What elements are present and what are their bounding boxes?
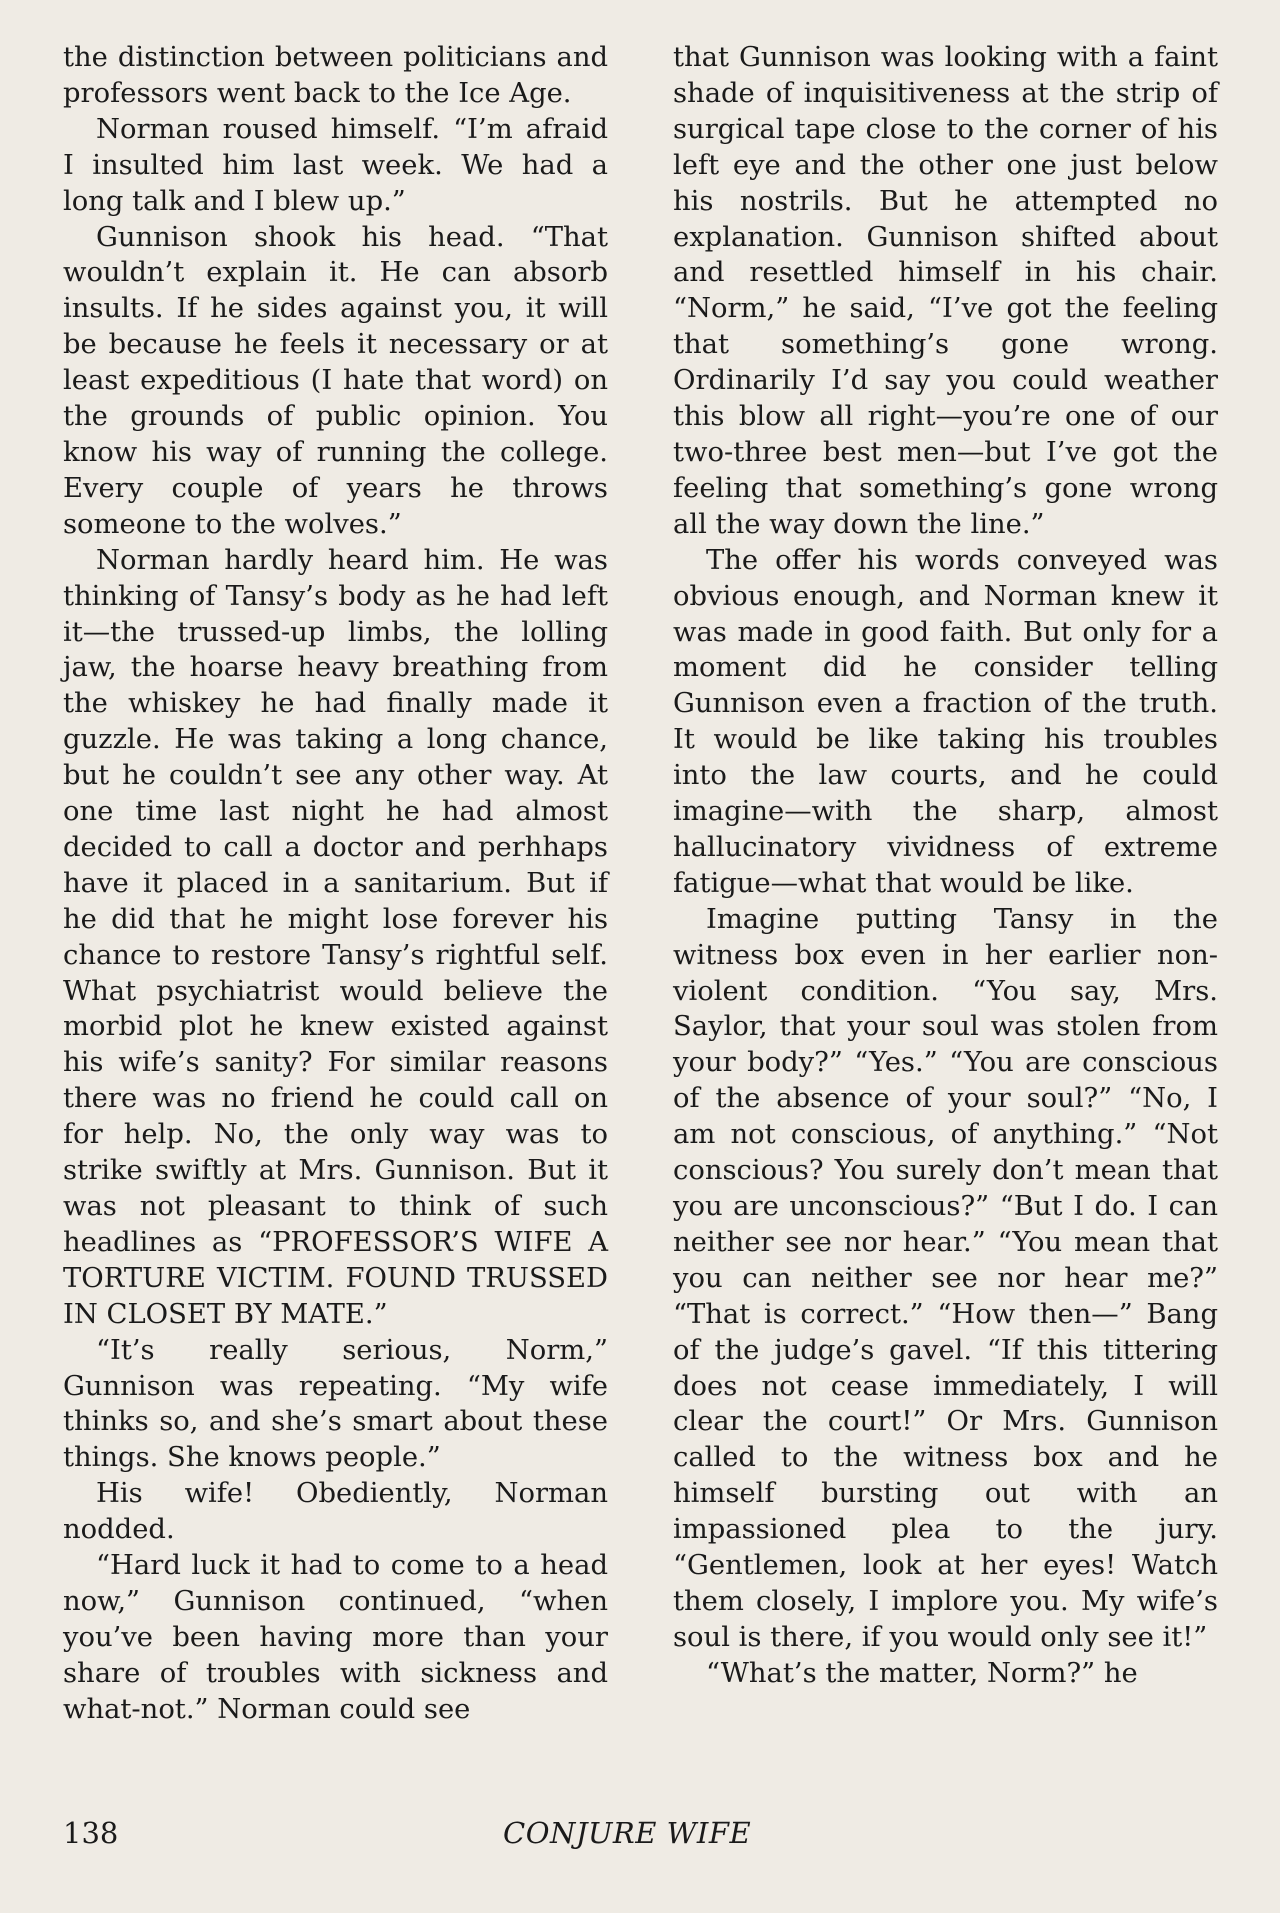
paragraph: “Hard luck it had to come to a head now,” Gunnison continued, “when you’ve been having more than your share of troubles with sickness and what-not.” Norman could see [63, 1550, 608, 1725]
paragraph: Norman hardly heard him. He was thinking of Tansy’s body as he had left it—the trussed-up limbs, the lolling jaw, the hoarse heavy breathing from the whiskey he had finally made it guzzle. He was taking a long chance, but he couldn’t see any other way. At one time last night he had almost decided to call a doctor and perhhaps have it placed in a sanitarium. But if he did that he might lose forever his chance to restore Tansy’s rightful self. What psychiatrist would believe the morbid plot he knew existed against his wife’s sanity? For similar reasons there was no friend he could call on for help. No, the only way was to strike swiftly at Mrs. Gunnison. But it was not pleasant to think of such headlines as “PROFESSOR’S WIFE A TORTURE VICTIM. FOUND TRUSSED IN CLOSET BY MATE.” [63, 544, 608, 1330]
paragraph: Gunnison shook his head. “That wouldn’t explain it. He can absorb insults. If he sides against you, it will be because he feels it necessary or at least expeditious (I hate that word) on the grounds of public opinion. You know his way of running the college. Every couple of years he throws someone to the wolves.” [63, 221, 608, 540]
paragraph: The offer his words conveyed was obvious enough, and Norman knew it was made in good faith. But only for a moment did he consider telling Gunnison even a fraction of the truth. It would be like taking his troubles into the law courts, and he could imagine—with the sharp, almost hallucinatory vividness of extreme fatigue—what that would be like. [673, 544, 1218, 899]
paragraph: that Gunnison was looking with a faint shade of inquisitiveness at the strip of surgical tape close to the corner of his left eye and the other one just below his nostrils. But he attempted no explanation. Gunnison shifted about and resettled himself in his chair. “Norm,” he said, “I’ve got the feeling that something’s gone wrong. Ordinarily I’d say you could weather this blow all right—you’re one of our two-three best men—but I’ve got the feeling that something’s gone wrong all the way down the line.” [673, 42, 1218, 540]
paragraph: Imagine putting Tansy in the witness box even in her earlier non-violent condition. “You say, Mrs. Saylor, that your soul was stolen from your body?” “Yes.” “You are conscious of the absence of your soul?” “No, I am not conscious, of anything.” “Not conscious? You surely don’t mean that you are unconscious?” “But I do. I can neither see nor hear.” “You mean that you can neither see nor hear me?” “That is correct.” “How then—” Bang of the judge’s gavel. “If this tittering does not cease immediately, I will clear the court!” Or Mrs. Gunnison called to the witness box and he himself bursting out with an impassioned plea to the jury. “Gentlemen, look at her eyes! Watch them closely, I implore you. My wife’s soul is there, if you would only see it!” [673, 903, 1218, 1653]
paragraph: “What’s the matter, Norm?” he [706, 1657, 1138, 1689]
paragraph: His wife! Obediently, Norman nodded. [63, 1478, 608, 1546]
paragraph: the distinction between politicians and professors went back to the Ice Age. [63, 42, 608, 109]
running-title: CONJURE WIFE [503, 1816, 752, 1850]
page-footer [63, 1816, 1213, 1856]
left-text-column [63, 40, 608, 1728]
paragraph: Norman roused himself. “I’m afraid I insulted him last week. We had a long talk and I blew up.” [63, 113, 608, 217]
right-text-column [673, 40, 1218, 1692]
page-number: 138 [63, 1816, 119, 1850]
paragraph: “It’s really serious, Norm,” Gunnison was repeating. “My wife thinks so, and she’s smart about these things. She knows people.” [63, 1334, 608, 1474]
